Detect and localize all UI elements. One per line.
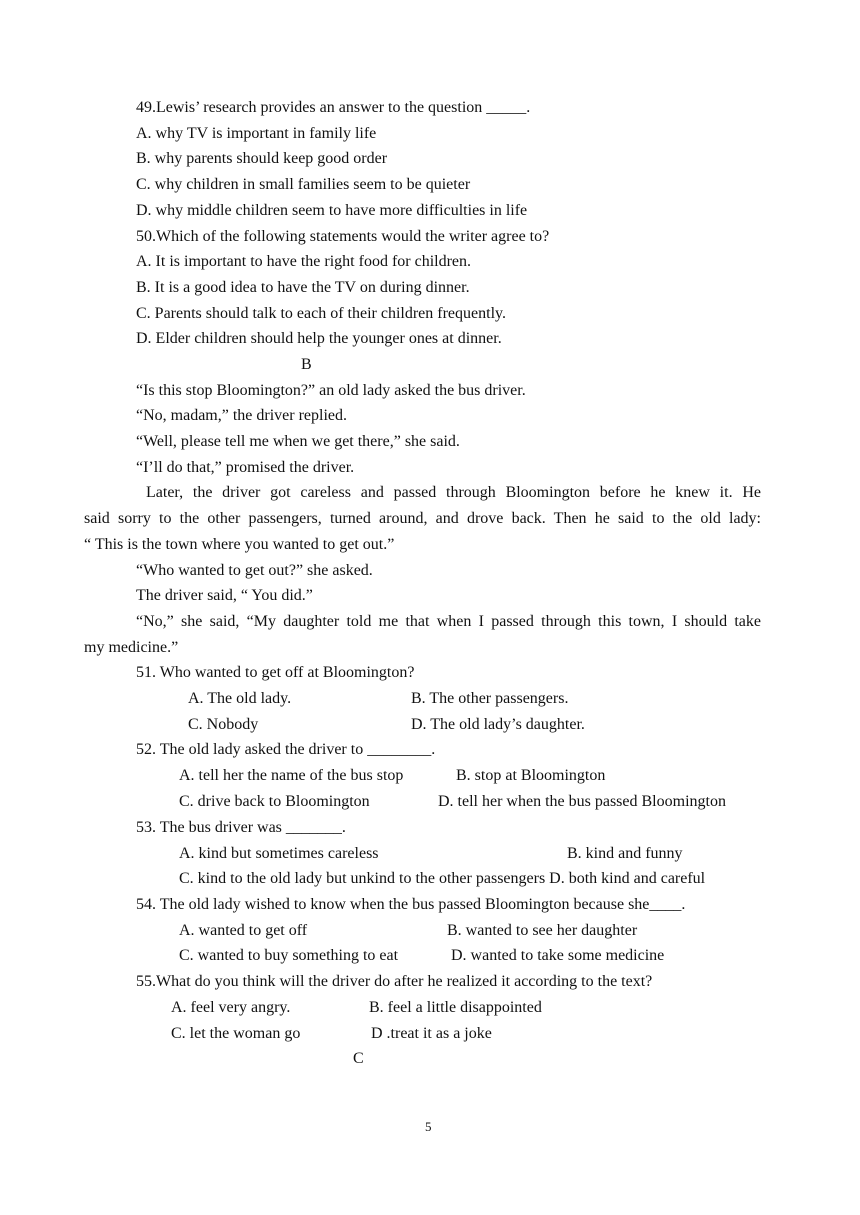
passage-paragraph-1: “Is this stop Bloomington?” an old lady asked the bus driver. [136, 382, 526, 399]
question-52-stem: 52. The old lady asked the driver to ________. [136, 741, 436, 758]
passage-paragraph-7: The driver said, “ You did.” [136, 587, 313, 604]
question-50-option-d: D. Elder children should help the younger ones at dinner. [136, 330, 502, 347]
question-49-option-a: A. why TV is important in family life [136, 125, 377, 142]
question-54-option-a: A. wanted to get off [179, 922, 308, 939]
question-52-option-d: D. tell her when the bus passed Bloomington [438, 793, 726, 810]
question-53-option-c-d: C. kind to the old lady but unkind to the other passengers D. both kind and careful [179, 870, 706, 887]
passage-paragraph-4: “I’ll do that,” promised the driver. [136, 459, 355, 476]
passage-paragraph-8-line-1: “No,” she said, “My daughter told me that when I passed through this town, I should take [136, 613, 761, 630]
question-54-option-d: D. wanted to take some medicine [451, 947, 665, 964]
question-52-option-b: B. stop at Bloomington [456, 767, 606, 784]
question-51-option-b: B. The other passengers. [411, 690, 569, 707]
question-55-option-c: C. let the woman go [171, 1025, 301, 1042]
passage-paragraph-5-line-3: “ This is the town where you wanted to get out.” [84, 536, 395, 553]
question-51-option-d: D. The old lady’s daughter. [411, 716, 585, 733]
question-54-option-b: B. wanted to see her daughter [447, 922, 638, 939]
question-51-option-a: A. The old lady. [188, 690, 292, 707]
question-53-option-b: B. kind and funny [567, 845, 683, 862]
question-49-option-b: B. why parents should keep good order [136, 150, 388, 167]
question-55-option-d: D .treat it as a joke [371, 1025, 492, 1042]
question-50-option-c: C. Parents should talk to each of their children frequently. [136, 305, 506, 322]
passage-paragraph-3: “Well, please tell me when we get there,” she said. [136, 433, 460, 450]
question-52-option-a: A. tell her the name of the bus stop [179, 767, 404, 784]
question-55-option-b: B. feel a little disappointed [369, 999, 542, 1016]
question-53-option-a: A. kind but sometimes careless [179, 845, 379, 862]
passage-paragraph-5-line-2: said sorry to the other passengers, turned around, and drove back. Then he said to the old lady: [84, 510, 761, 527]
question-51-stem: 51. Who wanted to get off at Bloomington? [136, 664, 415, 681]
question-50-option-b: B. It is a good idea to have the TV on during dinner. [136, 279, 470, 296]
question-53-stem: 53. The bus driver was _______. [136, 819, 346, 836]
question-50-stem: 50.Which of the following statements would the writer agree to? [136, 228, 550, 245]
passage-paragraph-2: “No, madam,” the driver replied. [136, 407, 348, 424]
passage-paragraph-6: “Who wanted to get out?” she asked. [136, 562, 373, 579]
question-51-option-c: C. Nobody [188, 716, 259, 733]
question-49-option-c: C. why children in small families seem to be quieter [136, 176, 471, 193]
question-49-option-d: D. why middle children seem to have more difficulties in life [136, 202, 528, 219]
question-55-stem: 55.What do you think will the driver do after he realized it according to the text? [136, 973, 653, 990]
passage-paragraph-8-line-2: my medicine.” [84, 639, 179, 656]
question-49-stem: 49.Lewis’ research provides an answer to the question _____. [136, 99, 531, 116]
question-52-option-c: C. drive back to Bloomington [179, 793, 370, 810]
page-number: 5 [425, 1119, 432, 1134]
section-heading-c: C [353, 1050, 364, 1067]
question-55-option-a: A. feel very angry. [171, 999, 291, 1016]
question-54-stem: 54. The old lady wished to know when the bus passed Bloomington because she____. [136, 896, 686, 913]
question-50-option-a: A. It is important to have the right food for children. [136, 253, 472, 270]
passage-paragraph-5-line-1: Later, the driver got careless and passed through Bloomington before he knew it. He [146, 484, 761, 501]
section-heading-b: B [301, 356, 312, 373]
question-54-option-c: C. wanted to buy something to eat [179, 947, 399, 964]
